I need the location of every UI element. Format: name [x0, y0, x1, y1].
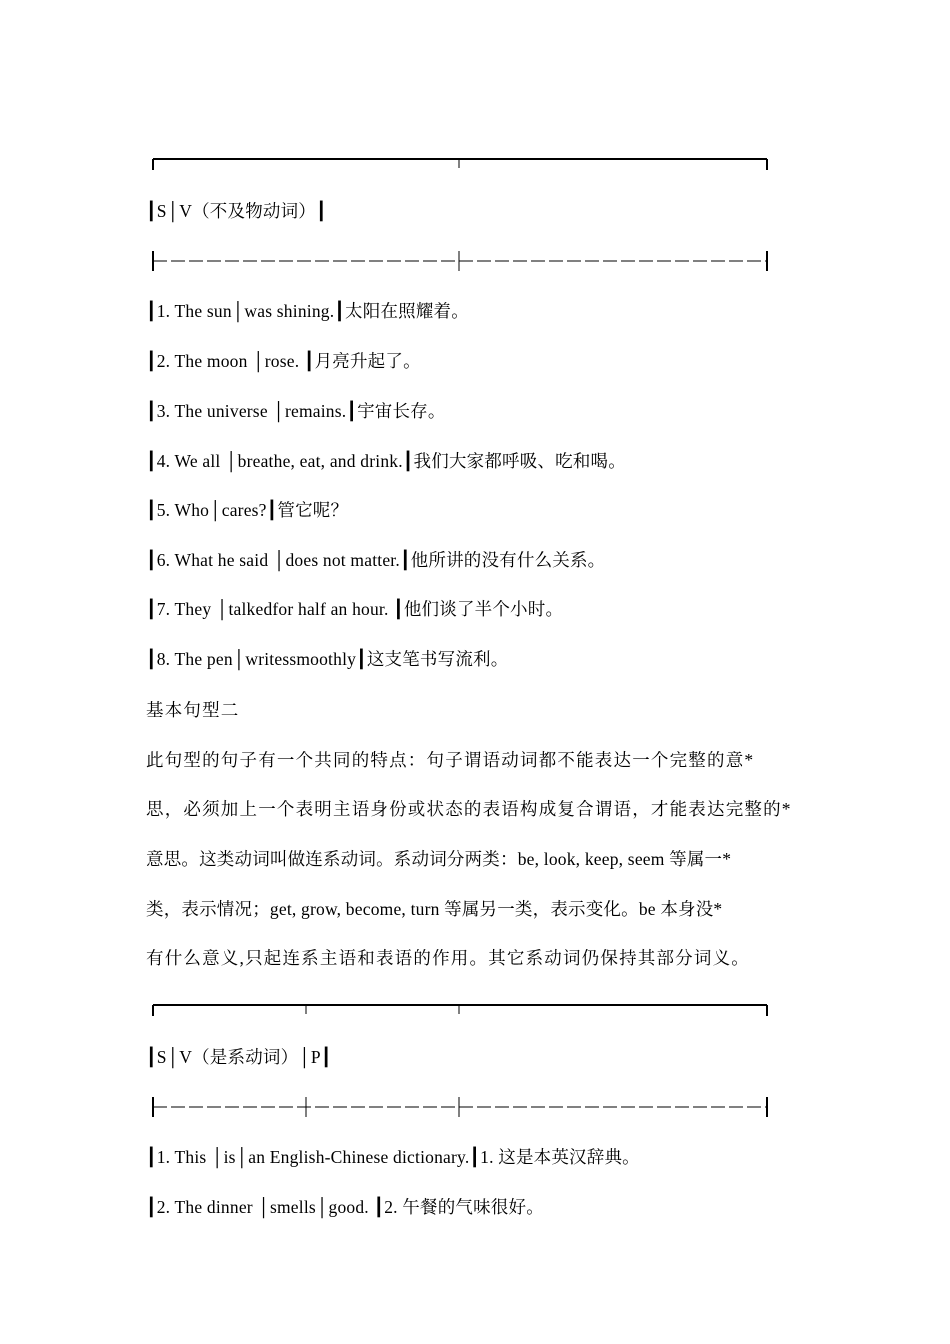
table2-header: ┃S│V（是系动词）│P┃: [146, 1047, 332, 1067]
table1-row: ┃1. The sun│was shining.┃太阳在照耀着。: [146, 301, 469, 321]
table1-row: ┃2. The moon │rose. ┃月亮升起了。: [146, 351, 421, 371]
paragraph-line: 思，必须加上一个表明主语身份或状态的表语构成复合谓语，才能表达完整的*: [146, 799, 792, 819]
paragraph-line: 类，表示情况；get, grow, become, turn 等属另一类，表示变化。be 本身没*: [146, 899, 723, 919]
table1-row: ┃6. What he said │does not matter.┃他所讲的没有什么关系。: [146, 550, 606, 570]
table1-row: ┃5. Who│cares?┃管它呢？: [146, 500, 349, 520]
table1-header-separator: [152, 251, 768, 267]
section-title: 基本句型二: [146, 700, 240, 720]
table1-header: ┃S│V（不及物动词）┃: [146, 201, 327, 221]
table2-row: ┃2. The dinner │smells│good. ┃2. 午餐的气味很好。: [146, 1197, 544, 1217]
table1-top-border: [152, 156, 768, 172]
table1-row: ┃7. They │talkedfor half an hour. ┃他们谈了半个小时。: [146, 599, 564, 619]
table2-row: ┃1. This │is│an English-Chinese dictionary.┃1. 这是本英汉辞典。: [146, 1147, 640, 1167]
paragraph-line: 意思。这类动词叫做连系动词。系动词分两类：be, look, keep, seem 等属一*: [146, 849, 732, 869]
paragraph-line: 有什么意义,只起连系主语和表语的作用。其它系动词仍保持其部分词义。: [146, 948, 750, 968]
table1-row: ┃3. The universe │remains.┃宇宙长存。: [146, 401, 446, 421]
table1-row: ┃8. The pen│writessmoothly┃这支笔书写流利。: [146, 649, 509, 669]
table1-row: ┃4. We all │breathe, eat, and drink.┃我们大家都呼吸、吃和喝。: [146, 451, 626, 471]
table2-top-border: [152, 1002, 768, 1018]
paragraph-line: 此句型的句子有一个共同的特点：句子谓语动词都不能表达一个完整的意*: [146, 750, 755, 770]
table2-header-separator: [152, 1097, 768, 1113]
